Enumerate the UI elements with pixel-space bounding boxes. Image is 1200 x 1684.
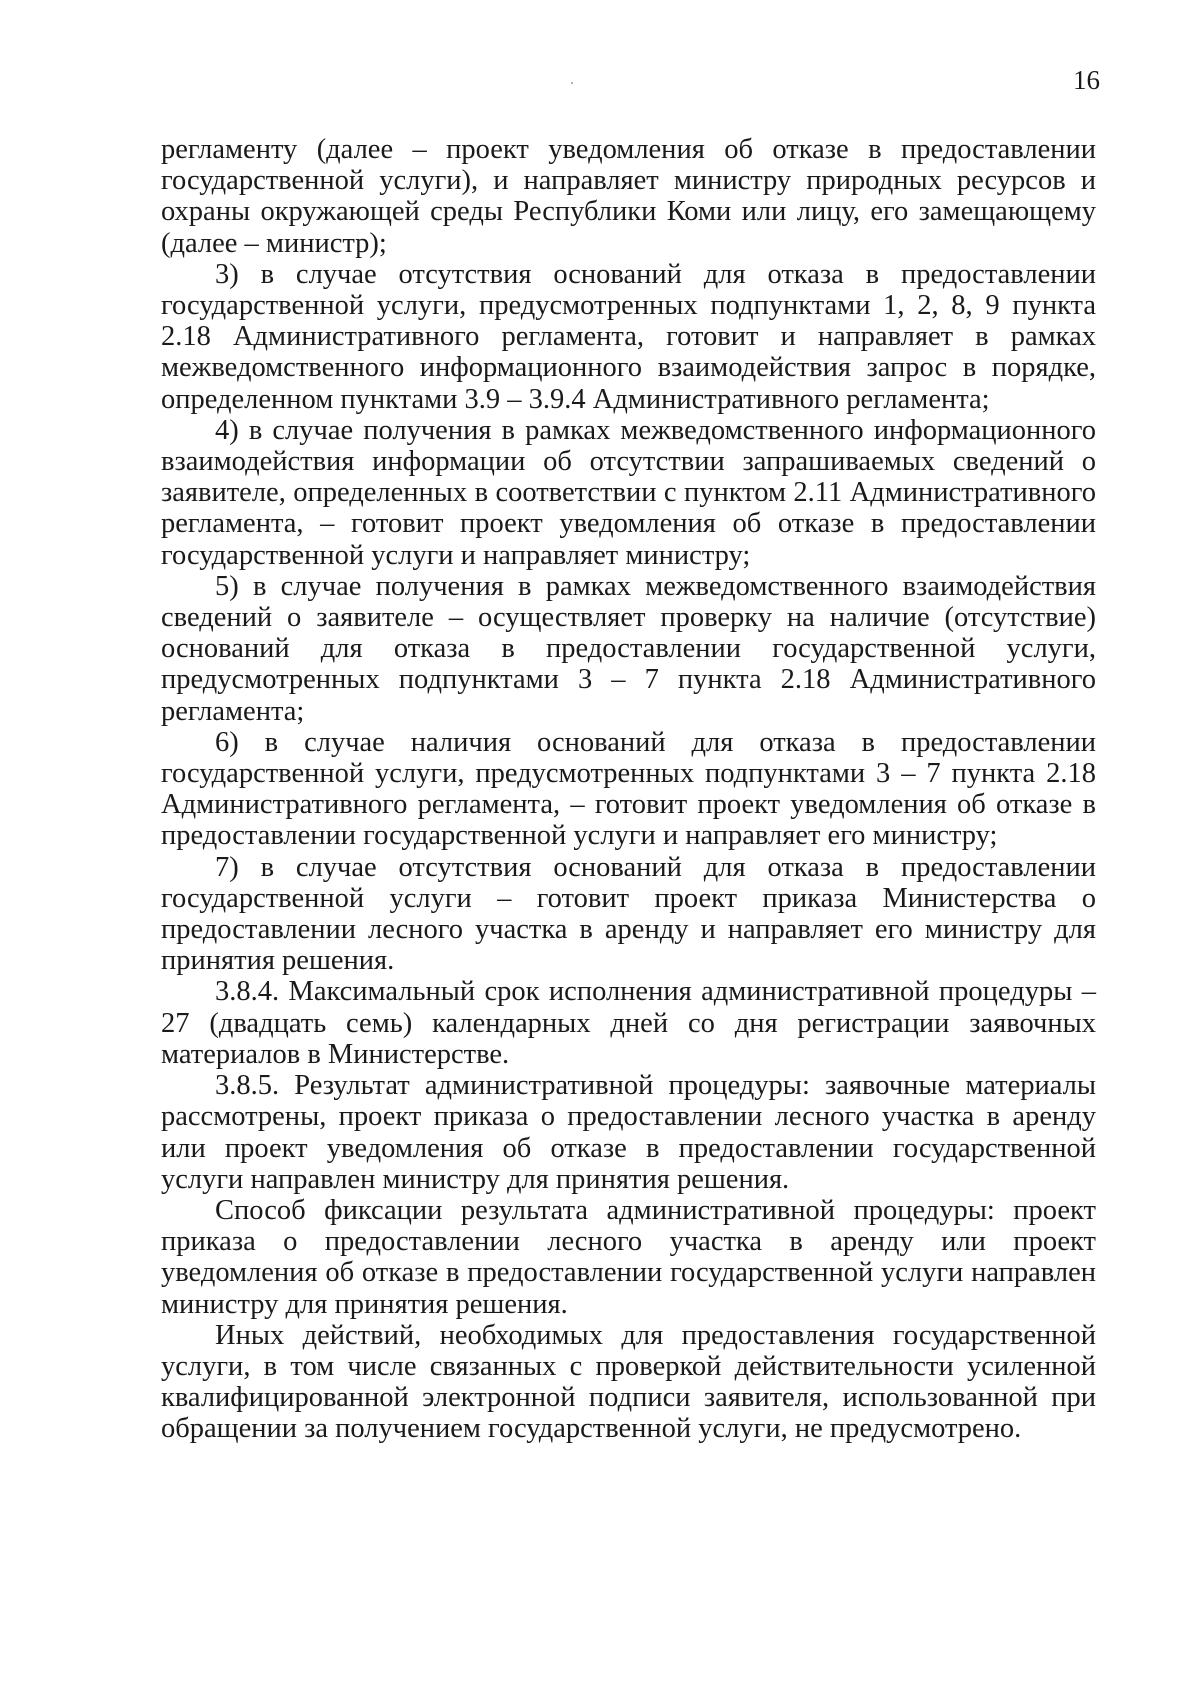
document-body xyxy=(161,134,1096,1445)
paragraph-item-6: 6) в случае наличия оснований для отказа в предоставлении государственной услуги, предусмотренных подпунктами 3 – 7 пункта 2.18 Административного регламента, – готовит проект уведомления об отказе в предоставлении государственной услуги и направляет его министру; xyxy=(161,726,1096,852)
paragraph-item-3: 3) в случае отсутствия оснований для отказа в предоставлении государственной услуги, предусмотренных подпунктами 1, 2, 8, 9 пункта 2.18 Административного регламента, готовит и направляет в рамках межведомственного информационного взаимодействия запрос в порядке, определенном пунктами 3.9 – 3.9.4 Административного регламента; xyxy=(161,258,1096,415)
paragraph-item-7: 7) в случае отсутствия оснований для отказа в предоставлении государственной услуги – готовит проект приказа Министерства о предоставлении лесного участка в аренду и направляет его министру для принятия решения. xyxy=(161,851,1096,977)
paragraph-continuation: регламенту (далее – проект уведомления об отказе в предоставлении государственной услуги), и направляет министру природных ресурсов и охраны окружающей среды Республики Коми или лицу, его замещающему (далее – министр); xyxy=(161,134,1096,259)
paragraph-fixation-method: Способ фиксации результата административной процедуры: проект приказа о предоставлении лесного участка в аренду или проект уведомления об отказе в предоставлении государственной услуги направлен министру для принятия решения. xyxy=(161,1194,1096,1320)
paragraph-3-8-5: 3.8.5. Результат административной процедуры: заявочные материалы рассмотрены, проект приказа о предоставлении лесного участка в аренду или проект уведомления об отказе в предоставлении государственной услуги направлен министру для принятия решения. xyxy=(161,1070,1096,1195)
scan-artifact xyxy=(571,82,573,84)
paragraph-3-8-4: 3.8.4. Максимальный срок исполнения административной процедуры – 27 (двадцать семь) календарных дней со дня регистрации заявочных материалов в Министерстве. xyxy=(161,976,1096,1070)
paragraph-item-5: 5) в случае получения в рамках межведомственного взаимодействия сведений о заявителе – осуществляет проверку на наличие (отсутствие) оснований для отказа в предоставлении государственной услуги, предусмотренных подпунктами 3 – 7 пункта 2.18 Административного регламента; xyxy=(161,570,1096,727)
page-number: 16 xyxy=(1073,65,1100,95)
paragraph-other-actions: Иных действий, необходимых для предоставления государственной услуги, в том числе связанных с проверкой действительности усиленной квалифицированной электронной подписи заявителя, использованной при обращении за получением государственной услуги, не предусмотрено. xyxy=(161,1319,1096,1445)
paragraph-item-4: 4) в случае получения в рамках межведомственного информационного взаимодействия информации об отсутствии запрашиваемых сведений о заявителе, определенных в соответствии с пунктом 2.11 Административного регламента, – готовит проект уведомления об отказе в предоставлении государственной услуги и направляет министру; xyxy=(161,414,1096,571)
